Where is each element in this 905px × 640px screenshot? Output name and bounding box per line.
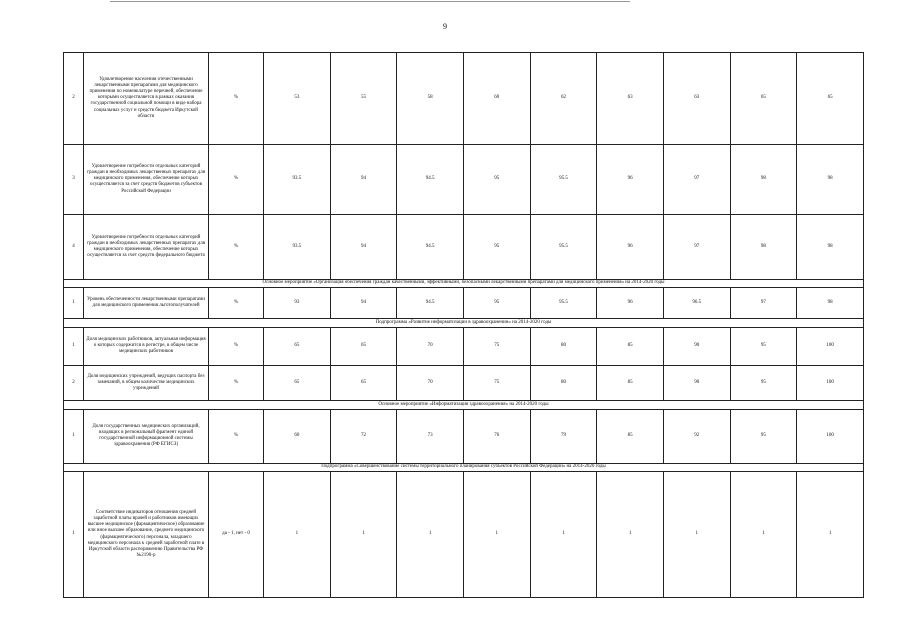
value-cell: 94.5 [397, 215, 464, 279]
indicator-name: Доля медицинских работников, актуальная информация о которых содержится в регистре, в общем числе медицинских работников [84, 327, 209, 365]
value-cell: 93.5 [264, 144, 331, 215]
row-number: 2 [64, 366, 84, 401]
table-row [64, 409, 864, 463]
indicator-name: Уровень обеспеченности лекарственными препаратами для медицинского применения льготополучателей [84, 288, 209, 319]
unit-cell: да - 1, нет - 0 [209, 472, 264, 598]
value-cell: 98 [730, 215, 797, 279]
indicator-name: Удовлетворение населения отечественными лекарственными препаратами для медицинского применения по номенклатуре перечней, обеспечение которыми осуществляется в рамках оказания государственной социальной помощи в виде набора социальных услуг и средств бюджета Иркутской области [84, 53, 209, 145]
value-cell: 92 [663, 409, 730, 463]
table-row [64, 53, 864, 145]
value-cell: 55 [330, 53, 397, 145]
unit-cell: % [209, 144, 264, 215]
value-cell: 70 [397, 366, 464, 401]
value-cell: 95 [730, 409, 797, 463]
value-cell: 58 [397, 53, 464, 145]
value-cell: 76 [463, 409, 530, 463]
value-cell: 75 [463, 327, 530, 365]
section-title: Основное мероприятие «Информатизация здравоохранения» на 2014-2020 годы [64, 401, 864, 409]
value-cell: 73 [397, 409, 464, 463]
value-cell: 1 [730, 472, 797, 598]
value-cell: 96 [597, 288, 664, 319]
value-cell: 94 [330, 215, 397, 279]
row-number: 4 [64, 215, 84, 279]
value-cell: 95.5 [530, 144, 597, 215]
page-number: 9 [443, 22, 447, 31]
value-cell: 97 [730, 288, 797, 319]
value-cell: 90 [663, 366, 730, 401]
row-number: 1 [64, 409, 84, 463]
value-cell: 80 [530, 327, 597, 365]
value-cell: 98 [730, 144, 797, 215]
value-cell: 100 [797, 366, 864, 401]
value-cell: 93.5 [264, 215, 331, 279]
value-cell: 96.5 [663, 288, 730, 319]
value-cell: 1 [397, 472, 464, 598]
value-cell: 95 [730, 366, 797, 401]
value-cell: 65 [264, 366, 331, 401]
value-cell: 63 [597, 53, 664, 145]
indicator-name: Доля государственных медицинских организаций, входящих в региональный фрагмент единой государственной информационной системы здравоохранения (РФ ЕГИСЗ) [84, 409, 209, 463]
unit-cell: % [209, 288, 264, 319]
value-cell: 60 [264, 409, 331, 463]
scan-edge [110, 1, 630, 2]
value-cell: 95 [463, 288, 530, 319]
value-cell: 98 [797, 288, 864, 319]
value-cell: 96 [597, 144, 664, 215]
value-cell: 72 [330, 409, 397, 463]
value-cell: 85 [597, 409, 664, 463]
value-cell: 95 [463, 215, 530, 279]
row-number: 2 [64, 53, 84, 145]
value-cell: 95 [463, 144, 530, 215]
table-row [64, 327, 864, 365]
unit-cell: % [209, 215, 264, 279]
value-cell: 65 [330, 366, 397, 401]
value-cell: 60 [463, 53, 530, 145]
indicator-name: Соответствие индикаторов отношения средней заработной платы врачей и работников имеющих высшее медицинское (фармацевтическое) образование или иное высшее образование, среднего медицинского (фармацевтического) персонала, младшего медицинского персонала к средней заработной плате в Иркутской области распоряжению Правительства РФ №2190-р [84, 472, 209, 598]
value-cell: 97 [663, 144, 730, 215]
table-row [64, 366, 864, 401]
value-cell: 94 [330, 288, 397, 319]
section-header-row [64, 463, 864, 471]
section-title: Подпрограмма «Развитие информатизации в здравоохранении» на 2014-2020 годы [64, 319, 864, 327]
indicator-name: Доля медицинских учреждений, ведущих паспорта без замечаний, в общем количестве медицинских учреждений [84, 366, 209, 401]
value-cell: 65 [730, 53, 797, 145]
value-cell: 85 [597, 366, 664, 401]
unit-cell: % [209, 327, 264, 365]
value-cell: 94.5 [397, 144, 464, 215]
value-cell: 95.5 [530, 215, 597, 279]
value-cell: 75 [463, 366, 530, 401]
value-cell: 90 [663, 327, 730, 365]
value-cell: 1 [463, 472, 530, 598]
value-cell: 1 [597, 472, 664, 598]
section-title: Основное мероприятие «Организация обеспечения граждан качественными, эффективными, безопасными лекарственными препаратами для медицинского применения» на 2014-2020 годы [64, 279, 864, 287]
indicators-table [63, 52, 864, 598]
table-row [64, 144, 864, 215]
value-cell: 65 [264, 327, 331, 365]
value-cell: 94 [330, 144, 397, 215]
indicator-name: Удовлетворение потребности отдельных категорий граждан в необходимых лекарственных препаратах для медицинского применения, обеспечение которых осуществляется за счет средств бюджетов субъектов Российской Федерации [84, 144, 209, 215]
value-cell: 95 [730, 327, 797, 365]
value-cell: 93 [264, 288, 331, 319]
section-header-row [64, 319, 864, 327]
unit-cell: % [209, 409, 264, 463]
value-cell: 79 [530, 409, 597, 463]
table-row [64, 472, 864, 598]
value-cell: 65 [330, 327, 397, 365]
row-number: 1 [64, 472, 84, 598]
value-cell: 1 [264, 472, 331, 598]
row-number: 1 [64, 288, 84, 319]
value-cell: 62 [530, 53, 597, 145]
value-cell: 94.5 [397, 288, 464, 319]
value-cell: 1 [530, 472, 597, 598]
value-cell: 95.5 [530, 288, 597, 319]
row-number: 1 [64, 327, 84, 365]
value-cell: 1 [797, 472, 864, 598]
value-cell: 96 [597, 215, 664, 279]
unit-cell: % [209, 366, 264, 401]
value-cell: 1 [330, 472, 397, 598]
value-cell: 100 [797, 409, 864, 463]
unit-cell: % [209, 53, 264, 145]
value-cell: 70 [397, 327, 464, 365]
value-cell: 53 [264, 53, 331, 145]
table-row [64, 288, 864, 319]
row-number: 3 [64, 144, 84, 215]
section-header-row [64, 279, 864, 287]
table-row [64, 215, 864, 279]
section-header-row [64, 401, 864, 409]
value-cell: 63 [663, 53, 730, 145]
value-cell: 85 [597, 327, 664, 365]
value-cell: 100 [797, 327, 864, 365]
value-cell: 98 [797, 215, 864, 279]
value-cell: 97 [663, 215, 730, 279]
value-cell: 1 [663, 472, 730, 598]
indicator-name: Удовлетворение потребности отдельных категорий граждан в необходимых лекарственных препаратах для медицинского применения, обеспечение которых осуществляется за счет средств федерального бюджета [84, 215, 209, 279]
value-cell: 65 [797, 53, 864, 145]
value-cell: 80 [530, 366, 597, 401]
value-cell: 98 [797, 144, 864, 215]
section-title: Подпрограмма «Совершенствование системы территориального планирования субъектов Российской Федерации» на 2014-2020 годы [64, 463, 864, 471]
